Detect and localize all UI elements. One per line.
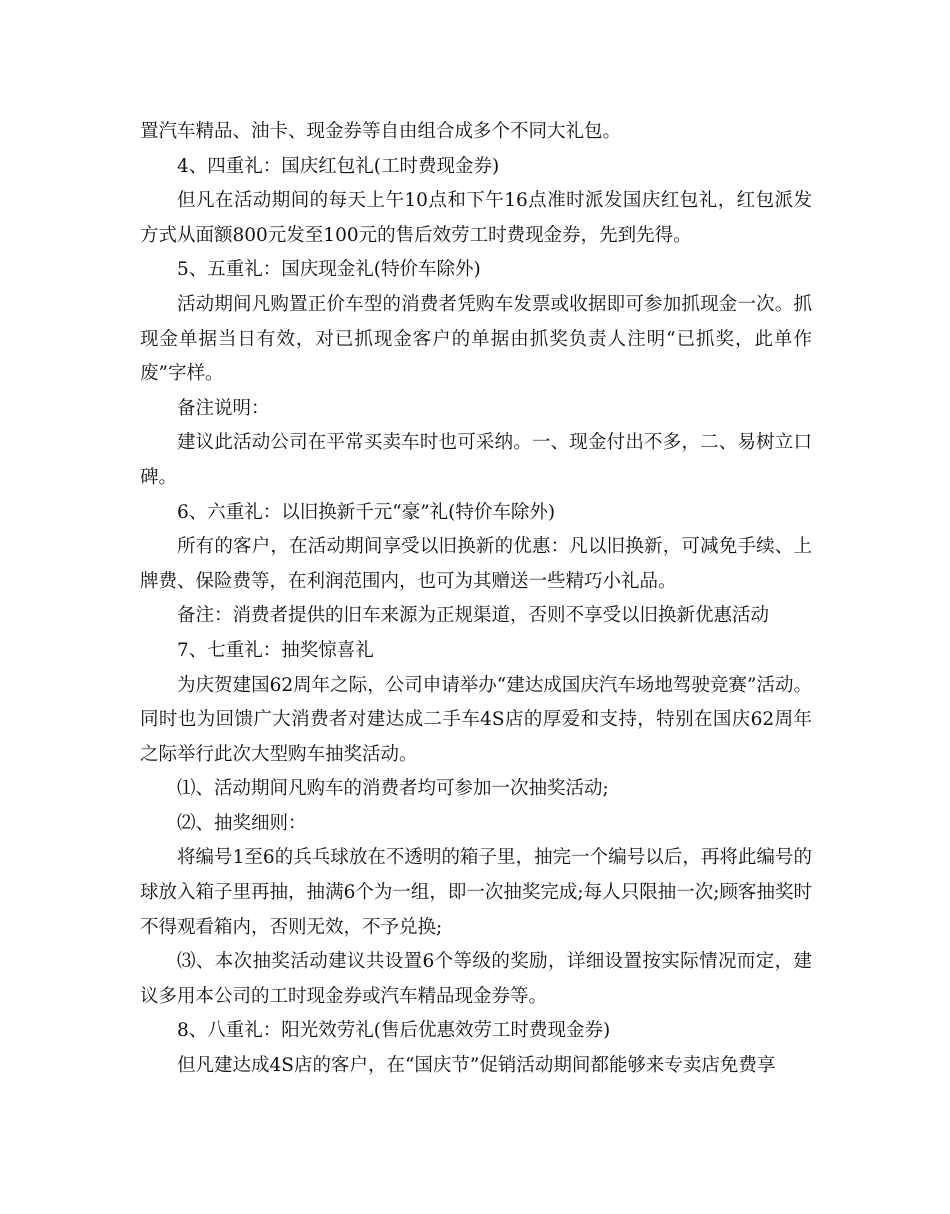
document-page [140,115,812,1084]
section-heading-8: 8、八重礼：阳光效劳礼(售后优惠效劳工时费现金券) [177,1020,611,1042]
section-heading-5: 5、五重礼：国庆现金礼(特价车除外) [177,259,481,281]
paragraph: 但凡建达成4S店的客户，在“国庆节”促销活动期间都能够来专卖店免费享 [177,1055,776,1077]
paragraph: 活动期间凡购置正价车型的消费者凭购车发票或收据即可参加抓现金一次。抓现金单据当日有效，对已抓现金客户的单据由抓奖负责人注明“已抓奖，此单作废”字样。 [140,293,812,385]
section-heading-6: 6、六重礼：以旧换新千元“豪”礼(特价车除外) [177,501,556,523]
paragraph: 建议此活动公司在平常买卖车时也可采纳。一、现金付出不多，二、易树立口碑。 [140,432,812,488]
paragraph-continuation: 置汽车精品、油卡、现金券等自由组合成多个不同大礼包。 [140,121,622,142]
paragraph: 为庆贺建国62周年之际，公司申请举办“建达成国庆汽车场地驾驶竞赛”活动。同时也为回馈广大消费者对建达成二手车4S店的厚爱和支持，特别在国庆62周年之际举行此次大型购车抽奖活动。 [140,674,812,765]
paragraph: 但凡在活动期间的每天上午10点和下午16点准时派发国庆红包礼，红包派发方式从面额800元发至100元的售后效劳工时费现金券，先到先得。 [140,190,812,246]
list-item: ⑵、抽奖细则： [177,812,307,834]
paragraph: 所有的客户，在活动期间享受以旧换新的优惠：凡以旧换新，可减免手续、上牌费、保险费等，在利润范围内，也可为其赠送一些精巧小礼品。 [140,536,812,592]
list-item: ⑶、本次抽奖活动建议共设置6个等级的奖励，详细设置按实际情况而定，建议多用本公司的工时现金券或汽车精品现金券等。 [140,951,812,1007]
list-item: ⑴、活动期间凡购车的消费者均可参加一次抽奖活动; [177,778,609,800]
paragraph: 将编号1至6的兵乓球放在不透明的箱子里，抽完一个编号以后，再将此编号的球放入箱子里再抽，抽满6个为一组，即一次抽奖完成;每人只限抽一次;顾客抽奖时不得观看箱内，否则无效，不予兑换; [140,847,812,938]
note-heading: 备注说明： [177,397,270,419]
section-heading-4: 4、四重礼：国庆红包礼(工时费现金券) [177,155,500,177]
section-heading-7: 7、七重礼：抽奖惊喜礼 [177,639,374,661]
note: 备注：消费者提供的旧车来源为正规渠道，否则不享受以旧换新优惠活动 [177,605,770,627]
